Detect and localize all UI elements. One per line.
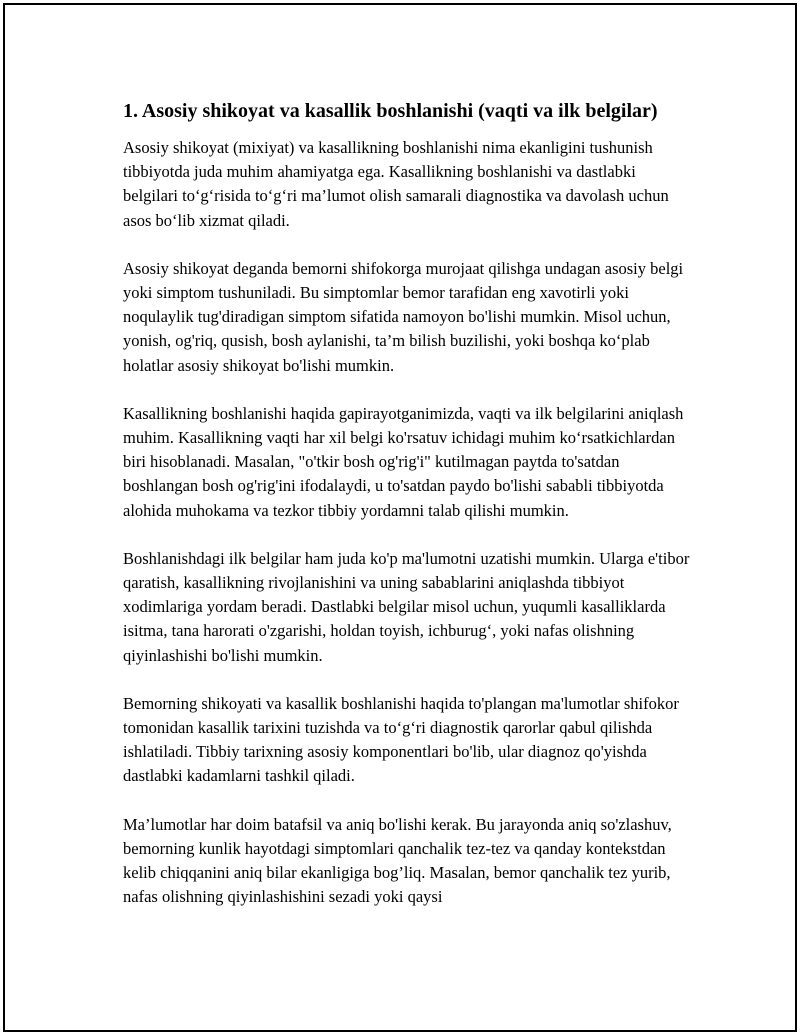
section-heading: 1. Asosiy shikoyat va kasallik boshlanishi (vaqti va ilk belgilar) [123, 100, 658, 122]
paragraph-4: Boshlanishdagi ilk belgilar ham juda ko'p ma'lumotni uzatishi mumkin. Ularga e'tibor qaratish, kasallikning rivojlanishini va uning sabablarini aniqlashda tibbiyot xodimlariga yordam beradi. Dastlabki belgilar misol uchun, yuqumli kasalliklarda isitma, tana harorati o'zgarishi, holdan toyish, ichburug‘, yoki nafas olishning qiyinlashishi bo'lishi mumkin. [123, 548, 690, 665]
paragraph-1: Asosiy shikoyat (mixiyat) va kasallikning boshlanishi nima ekanligini tushunish tibbiyotda juda muhim ahamiyatga ega. Kasallikning boshlanishi va dastlabki belgilari to‘g‘risida to‘g‘ri ma’lumot olish samarali diagnostika va davolash uchun asos bo‘lib xizmat qiladi. [123, 138, 669, 230]
paragraph-5: Bemorning shikoyati va kasallik boshlanishi haqida to'plangan ma'lumotlar shifokor tomonidan kasallik tarixini tuzishda va to‘g‘ri diagnostik qarorlar qabul qilishda ishlatiladi. Tibbiy tarixning asosiy komponentlari bo'lib, ular diagnoz qo'yishda dastlabki kadamlarni tashkil qiladi. [123, 693, 679, 786]
document-body [123, 97, 691, 933]
paragraph-2: Asosiy shikoyat deganda bemorni shifokorga murojaat qilishga undagan asosiy belgi yoki simptom tushuniladi. Bu simptomlar bemor tarafidan eng xavotirli yoki noqulaylik tug'diradigan simptom sifatida namoyon bo'lishi mumkin. Misol uchun, yonish, og'riq, qusish, bosh aylanishi, ta’m bilish buzilishi, yoki boshqa ko‘plab holatlar asosiy shikoyat bo'lishi mumkin. [123, 258, 684, 375]
page-frame [3, 3, 797, 1032]
paragraph-6: Ma’lumotlar har doim batafsil va aniq bo'lishi kerak. Bu jarayonda aniq so'zlashuv, bemorning kunlik hayotdagi simptomlari qanchalik tez-tez va qanday kontekstdan kelib chiqqanini aniq bilar ekanligiga bog’liq. Masalan, bemor qanchalik tez yurib, nafas olishning qiyinlashishini sezadi yoki qaysi [123, 814, 672, 907]
paragraph-3: Kasallikning boshlanishi haqida gapirayotganimizda, vaqti va ilk belgilarini aniqlash muhim. Kasallikning vaqti har xil belgi ko'rsatuv ichidagi muhim ko‘rsatkichlardan biri hisoblanadi. Masalan, "o'tkir bosh og'rig'i" kutilmagan paytda to'satdan boshlangan bosh og'rig'ini ifodalaydi, u to'satdan paydo bo'lishi sababli tibbiyotda alohida muhokama va tezkor tibbiy yordamni talab qilishi mumkin. [123, 403, 684, 520]
